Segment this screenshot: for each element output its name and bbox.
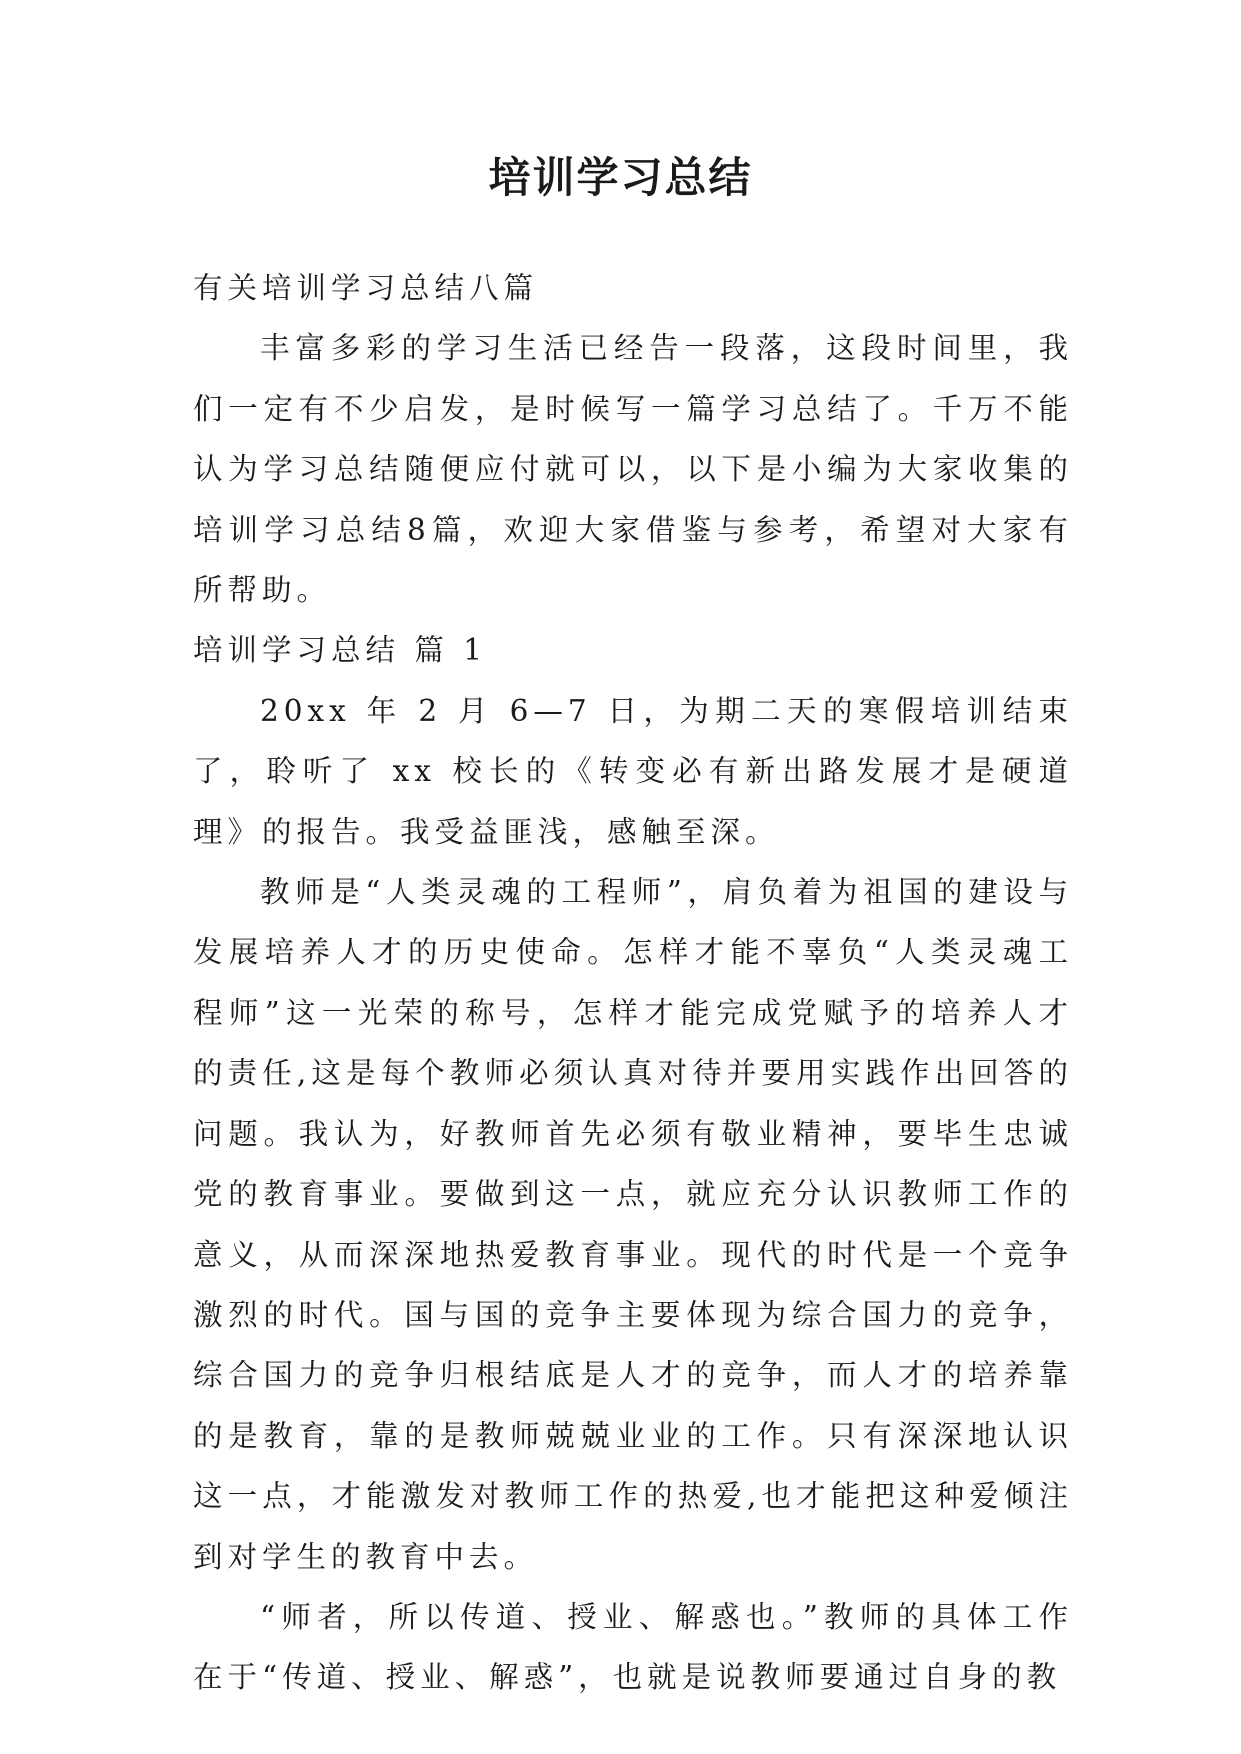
document-body xyxy=(193,258,1073,1708)
intro-paragraph: 丰富多彩的学习生活已经告一段落，这段时间里，我们一定有不少启发，是时候写一篇学习总结了。千万不能认为学习总结随便应付就可以，以下是小编为大家收集的培训学习总结8篇，欢迎大家借鉴与参考，希望对大家有所帮助。 xyxy=(193,331,1073,608)
document-title: 培训学习总结 xyxy=(488,153,753,202)
section-heading: 培训学习总结 篇 1 xyxy=(193,633,488,668)
document-subtitle: 有关培训学习总结八篇 xyxy=(193,271,539,305)
section-paragraph-1: 20xx 年 2 月 6—7 日，为期二天的寒假培训结束了，聆听了 xx 校长的《转变必有新出路发展才是硬道理》的报告。我受益匪浅，感触至深。 xyxy=(193,693,1073,849)
section-paragraph-3: “师者，所以传道、授业、解惑也。”教师的具体工作在于“传道、授业、解惑”，也就是说教师要通过自身的教 xyxy=(193,1599,1073,1695)
section-paragraph-2: 教师是“人类灵魂的工程师”，肩负着为祖国的建设与发展培养人才的历史使命。怎样才能不辜负“人类灵魂工程师”这一光荣的称号，怎样才能完成党赋予的培养人才的责任,这是每个教师必须认真对待并要用实践作出回答的问题。我认为，好教师首先必须有敬业精神，要毕生忠诚党的教育事业。要做到这一点，就应充分认识教师工作的意义，从而深深地热爱教育事业。现代的时代是一个竞争激烈的时代。国与国的竞争主要体现为综合国力的竞争，综合国力的竞争归根结底是人才的竞争，而人才的培养靠的是教育，靠的是教师兢兢业业的工作。只有深深地认识这一点，才能激发对教师工作的热爱,也才能把这种爱倾注到对学生的教育中去。 xyxy=(193,875,1073,1574)
